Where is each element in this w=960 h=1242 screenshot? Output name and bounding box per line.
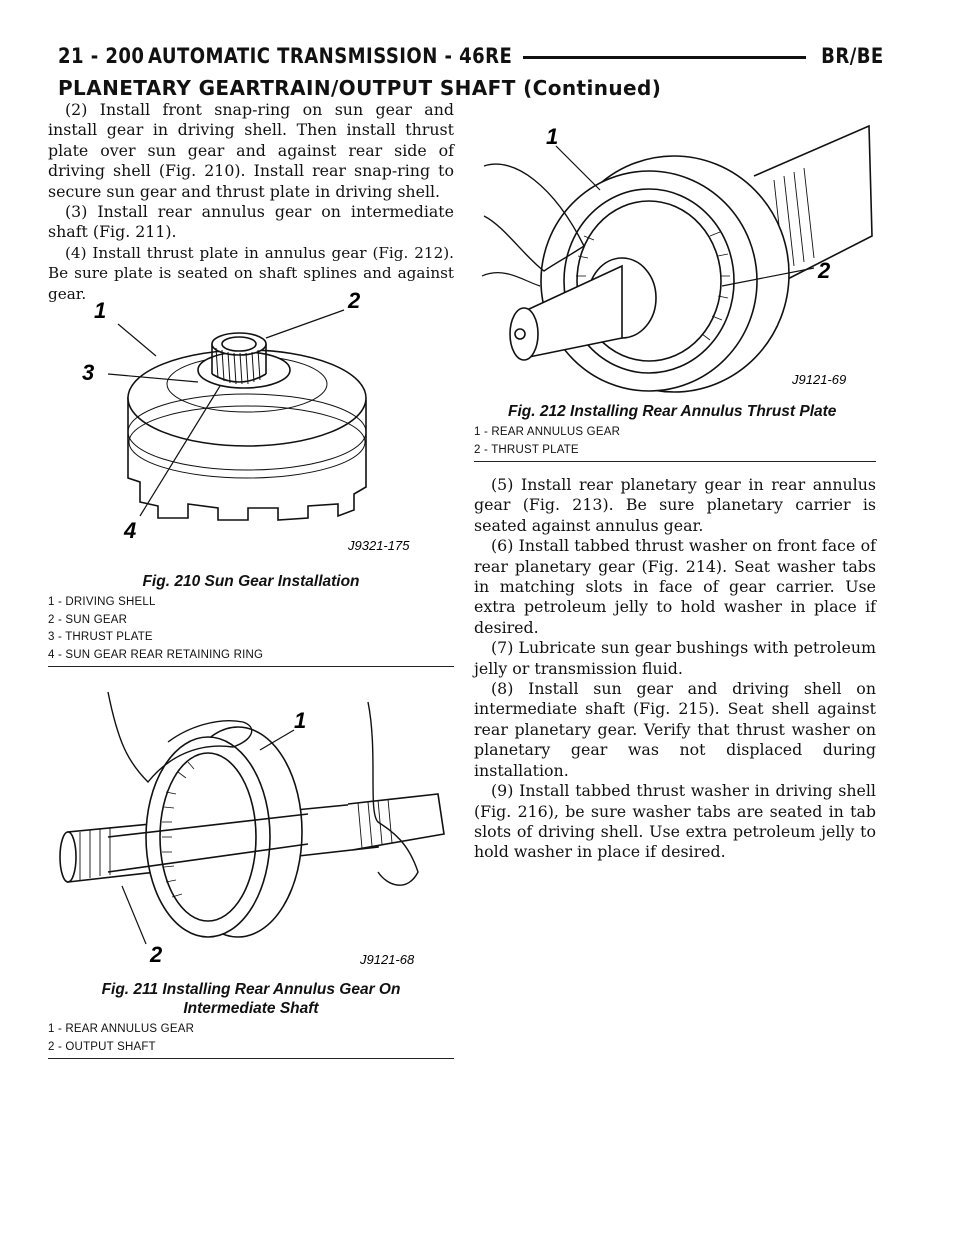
callout-4: 4 bbox=[124, 518, 137, 543]
callout-2: 2 bbox=[348, 288, 361, 313]
callout-2: 2 bbox=[818, 258, 831, 283]
legend-item: 2 - SUN GEAR bbox=[48, 613, 128, 626]
legend-item: 1 - REAR ANNULUS GEAR bbox=[48, 1023, 195, 1035]
header-rule bbox=[523, 56, 806, 59]
step-4: (4) Install thrust plate in annulus gear (Fig. 212). Be sure plate is seated on shaft splines and against gear. bbox=[48, 243, 454, 303]
left-column-text bbox=[48, 100, 454, 304]
model-code: BR/BE bbox=[821, 44, 884, 68]
figure-caption: Fig. 211 Installing Rear Annulus Gear On Intermediate Shaft bbox=[101, 981, 401, 1017]
figure-code: J9121-68 bbox=[360, 952, 415, 967]
legend-item: 1 - REAR ANNULUS GEAR bbox=[474, 426, 621, 438]
step-7: (7) Lubricate sun gear bushings with petroleum jelly or transmission fluid. bbox=[474, 638, 876, 678]
figure-caption: Fig. 212 Installing Rear Annulus Thrust Plate bbox=[508, 403, 837, 420]
figure-caption: Fig. 210 Sun Gear Installation bbox=[142, 573, 360, 590]
step-8: (8) Install sun gear and driving shell on intermediate shaft (Fig. 215). Seat shell against rear planetary gear. Verify that thrust washer on planetary gear was not displaced during installation. bbox=[474, 679, 876, 780]
legend-item: 2 - THRUST PLATE bbox=[474, 443, 579, 456]
legend-item: 1 - DRIVING SHELL bbox=[48, 596, 156, 608]
figure-legend bbox=[48, 591, 454, 667]
figure-211 bbox=[48, 672, 454, 1059]
section-title: AUTOMATIC TRANSMISSION - 46RE bbox=[148, 44, 513, 68]
callout-1: 1 bbox=[546, 124, 559, 149]
continued-title: PLANETARY GEARTRAIN/OUTPUT SHAFT (Continued) bbox=[58, 76, 662, 100]
callout-1: 1 bbox=[94, 298, 107, 323]
figure-210 bbox=[48, 282, 454, 667]
legend-item: 2 - OUTPUT SHAFT bbox=[48, 1040, 156, 1053]
figure-code: J9321-175 bbox=[348, 538, 410, 553]
callout-2: 2 bbox=[150, 942, 163, 967]
legend-item: 4 - SUN GEAR REAR RETAINING RING bbox=[48, 648, 264, 661]
annulus-gear-illustration bbox=[48, 672, 454, 980]
figure-legend bbox=[48, 1018, 454, 1059]
callout-3: 3 bbox=[82, 360, 95, 385]
step-9: (9) Install tabbed thrust washer in driving shell (Fig. 216), be sure washer tabs are seated in tab slots of driving shell. Use extra petroleum jelly to hold washer in place if desired. bbox=[474, 781, 876, 862]
step-2: (2) Install front snap-ring on sun gear and install gear in driving shell. Then install thrust plate over sun gear and against rear side of driving shell (Fig. 210). Install rear snap-ring to secure sun gear and thrust plate in driving shell. bbox=[48, 100, 454, 201]
figure-212 bbox=[474, 106, 876, 462]
page-number: 21 - 200 bbox=[58, 44, 145, 68]
figure-legend bbox=[474, 421, 876, 462]
step-6: (6) Install tabbed thrust washer on front face of rear planetary gear (Fig. 214). Seat washer tabs in matching slots in face of gear carrier. Use extra petroleum jelly to hold washer in place if desired. bbox=[474, 536, 876, 637]
step-3: (3) Install rear annulus gear on intermediate shaft (Fig. 211). bbox=[48, 202, 454, 242]
sun-gear-illustration bbox=[48, 282, 454, 572]
figure-code: J9121-69 bbox=[792, 372, 847, 387]
page-header bbox=[58, 44, 884, 70]
step-5: (5) Install rear planetary gear in rear annulus gear (Fig. 213). Be sure planetary carrier is seated against annulus gear. bbox=[474, 475, 876, 535]
thrust-plate-illustration bbox=[474, 106, 876, 402]
right-column-text bbox=[474, 475, 876, 863]
callout-1: 1 bbox=[294, 708, 307, 733]
legend-item: 3 - THRUST PLATE bbox=[48, 631, 153, 643]
